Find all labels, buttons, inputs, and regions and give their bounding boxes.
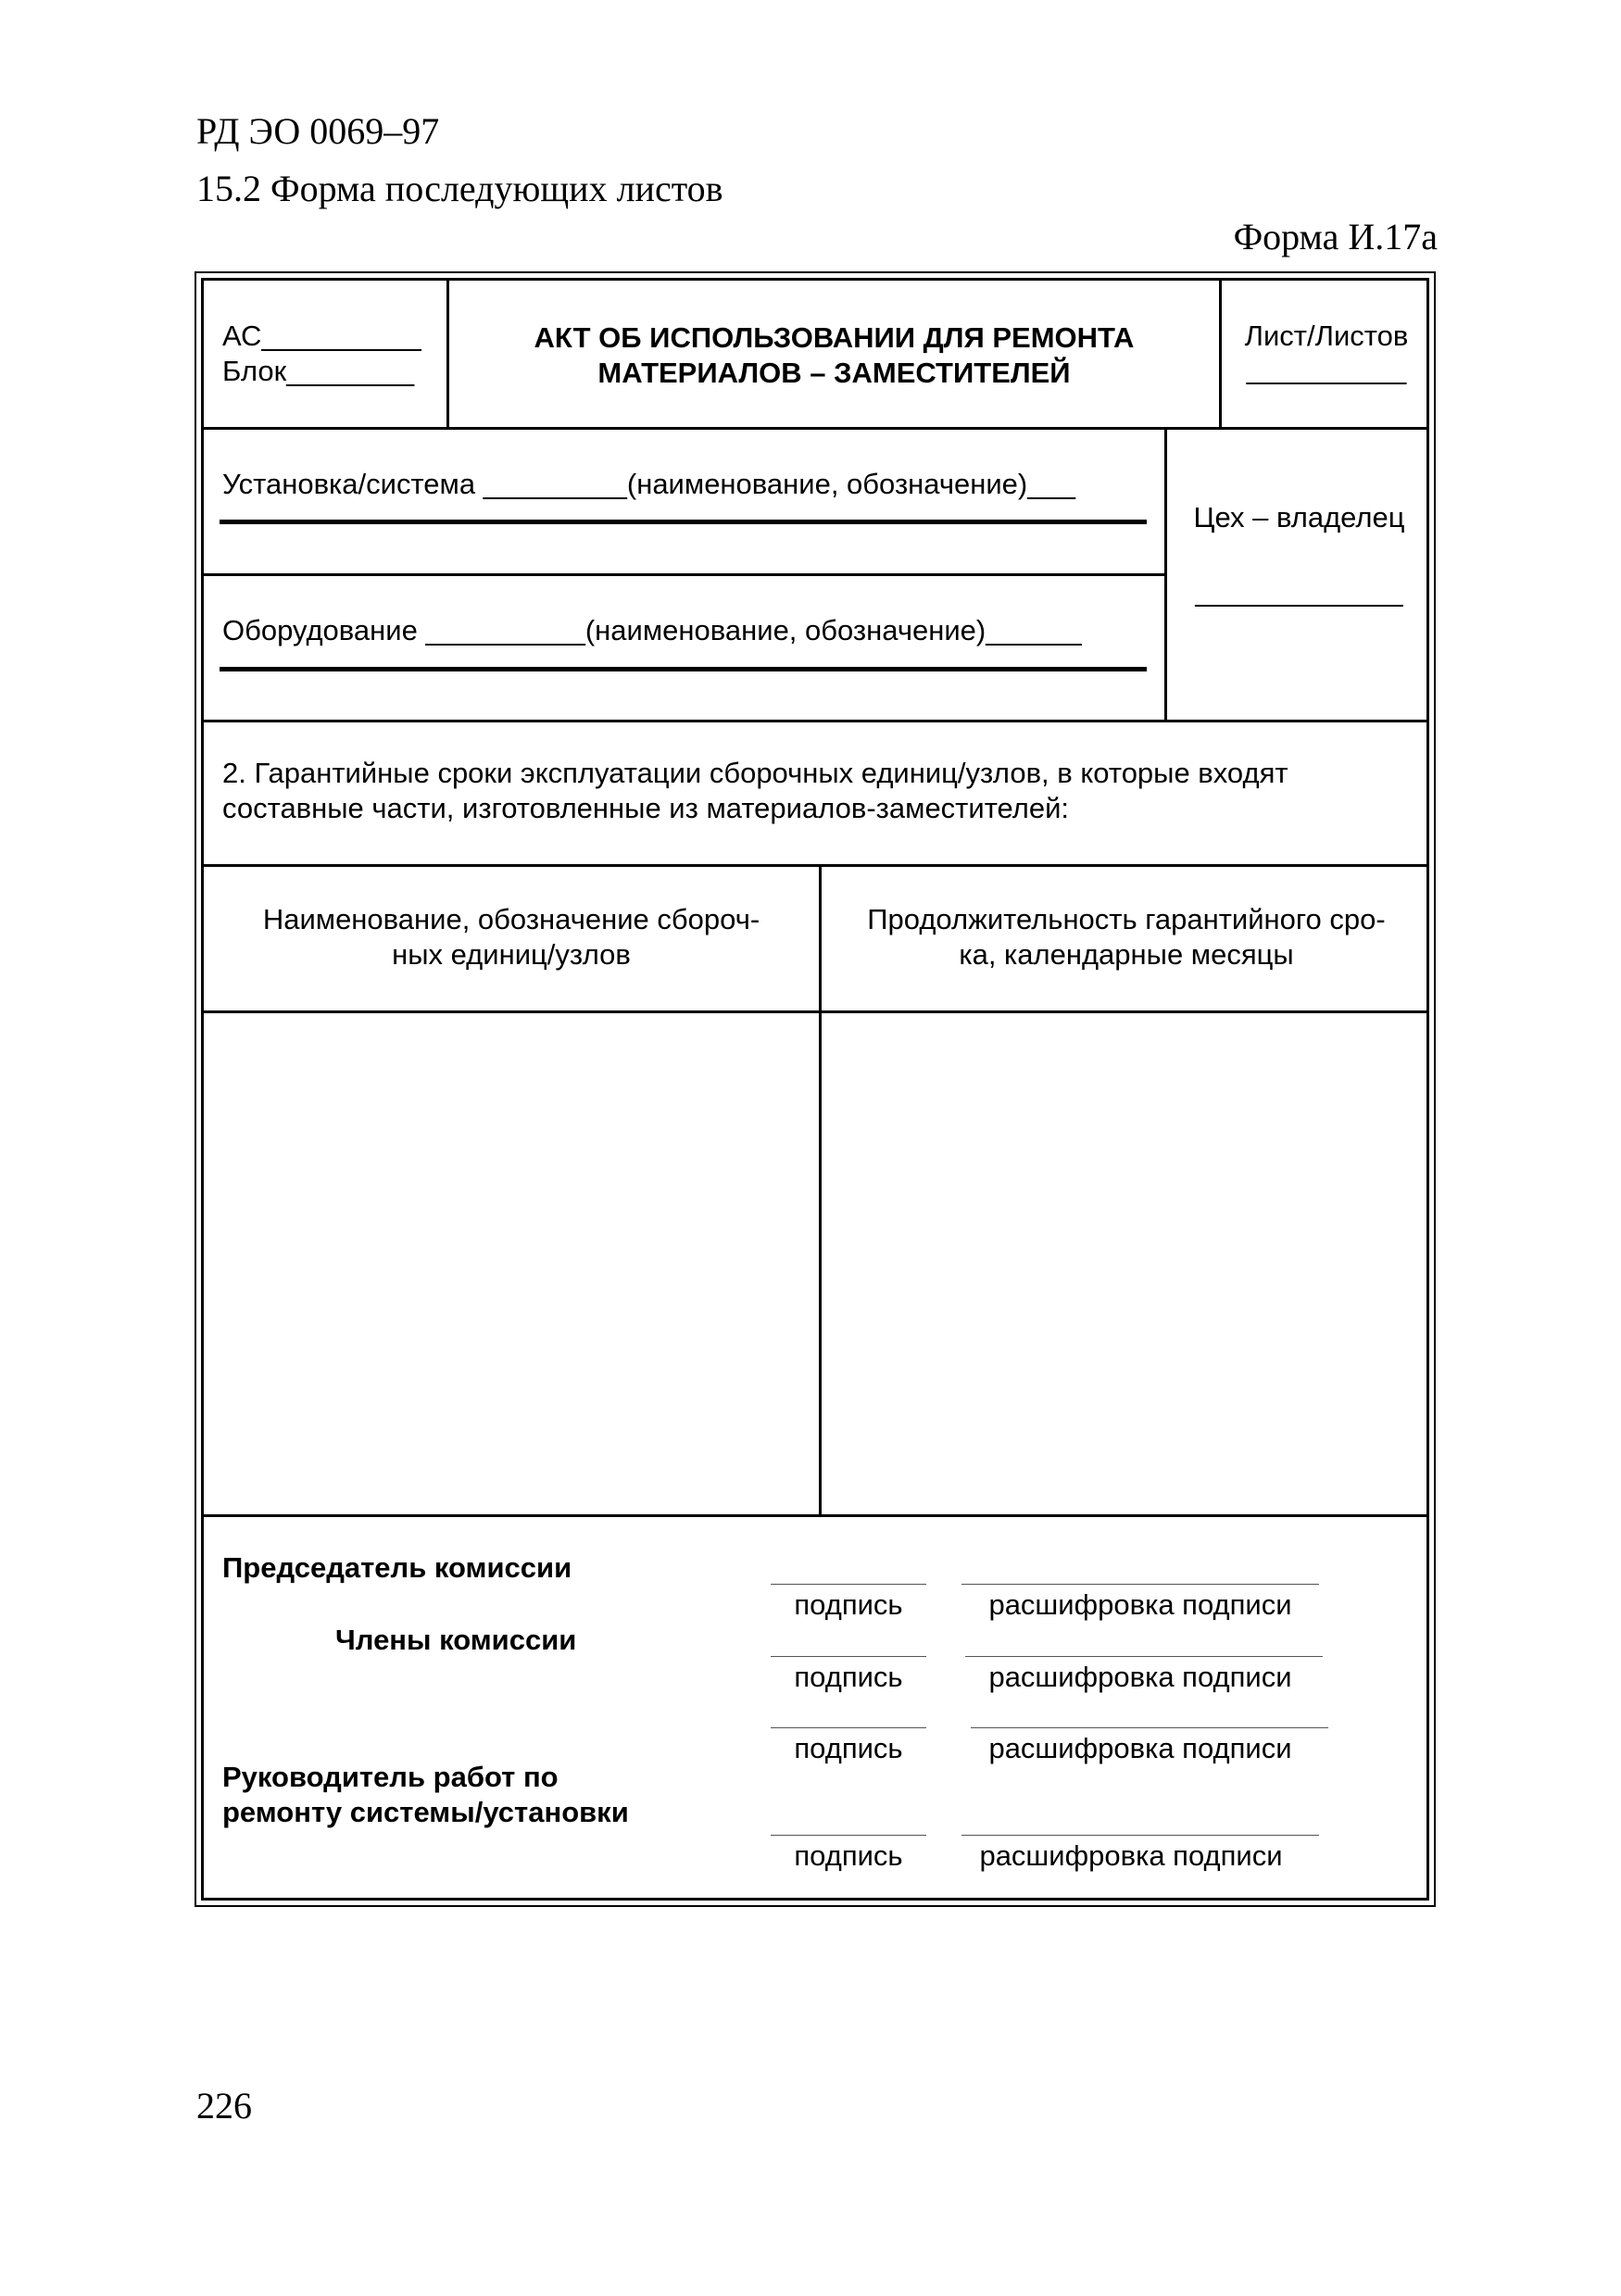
signature-line [771,1584,926,1585]
decryption-caption: расшифровка подписи [979,1839,1283,1872]
signature-line [771,1835,926,1836]
form-inner-border [201,278,1429,1901]
decryption-caption: расшифровка подписи [988,1732,1292,1764]
signature-caption: подпись [794,1661,903,1693]
sheet-count-label: Лист/Листов [1244,320,1409,352]
form-identifier: Форма И.17а [1233,216,1438,257]
row-divider [204,864,1426,867]
decryption-line [961,1835,1319,1836]
row-divider [204,1514,1426,1517]
as-field-label: АС__________ [222,320,421,352]
table-header-col1-line1: Наименование, обозначение сбороч- [262,903,760,935]
signature-line [771,1727,926,1728]
decryption-line [965,1656,1323,1657]
installation-system-field: Установка/система _________(наименование, обозначение)___ [222,468,1075,500]
table-header-col2-line2: ка, календарные месяцы [959,938,1294,971]
decryption-caption: расшифровка подписи [988,1661,1292,1693]
form-title-line2: МАТЕРИАЛОВ – ЗАМЕСТИТЕЛЕЙ [597,357,1071,389]
members-label: Члены комиссии [335,1624,577,1656]
workshop-owner-label: Цех – владелец [1193,501,1405,533]
row-divider [204,720,1426,722]
signature-line [771,1656,926,1657]
fill-in-line [220,667,1147,671]
form-title-line1: АКТ ОБ ИСПОЛЬЗОВАНИИ ДЛЯ РЕМОНТА [534,321,1135,354]
signature-caption: подпись [794,1839,903,1872]
chairman-label: Председатель комиссии [222,1551,572,1584]
fill-in-line [220,520,1147,524]
decryption-line [971,1727,1328,1728]
page-number: 226 [196,2085,252,2127]
table-header-col1-line2: ных единиц/узлов [392,938,631,971]
table-cell-name[interactable] [204,1013,819,1514]
signature-caption: подпись [794,1588,903,1621]
table-cell-duration[interactable] [822,1013,1426,1514]
row-divider [204,427,1426,430]
row-divider [204,573,1164,576]
decryption-caption: расшифровка подписи [988,1588,1292,1621]
manager-label-line1: Руководитель работ по [222,1761,559,1793]
workshop-owner-blank: _____________ [1195,575,1403,608]
block-field-label: Блок________ [222,355,415,387]
document-code: РД ЭО 0069–97 [196,110,440,152]
table-header-col2-line1: Продолжительность гарантийного сро- [867,903,1386,935]
form-frame [195,271,1436,1907]
manager-label-line2: ремонту системы/установки [222,1796,629,1828]
equipment-field: Оборудование __________(наименование, обозначение)______ [222,614,1082,646]
signature-caption: подпись [794,1732,903,1764]
warranty-section-line2: составные части, изготовленные из материалов-заместителей: [222,792,1070,824]
sheet-count-blank: __________ [1246,353,1407,385]
warranty-section-line1: 2. Гарантийные сроки эксплуатации сборочных единиц/узлов, в которые входят [222,757,1288,789]
decryption-line [961,1584,1319,1585]
section-title: 15.2 Форма последующих листов [196,168,723,209]
